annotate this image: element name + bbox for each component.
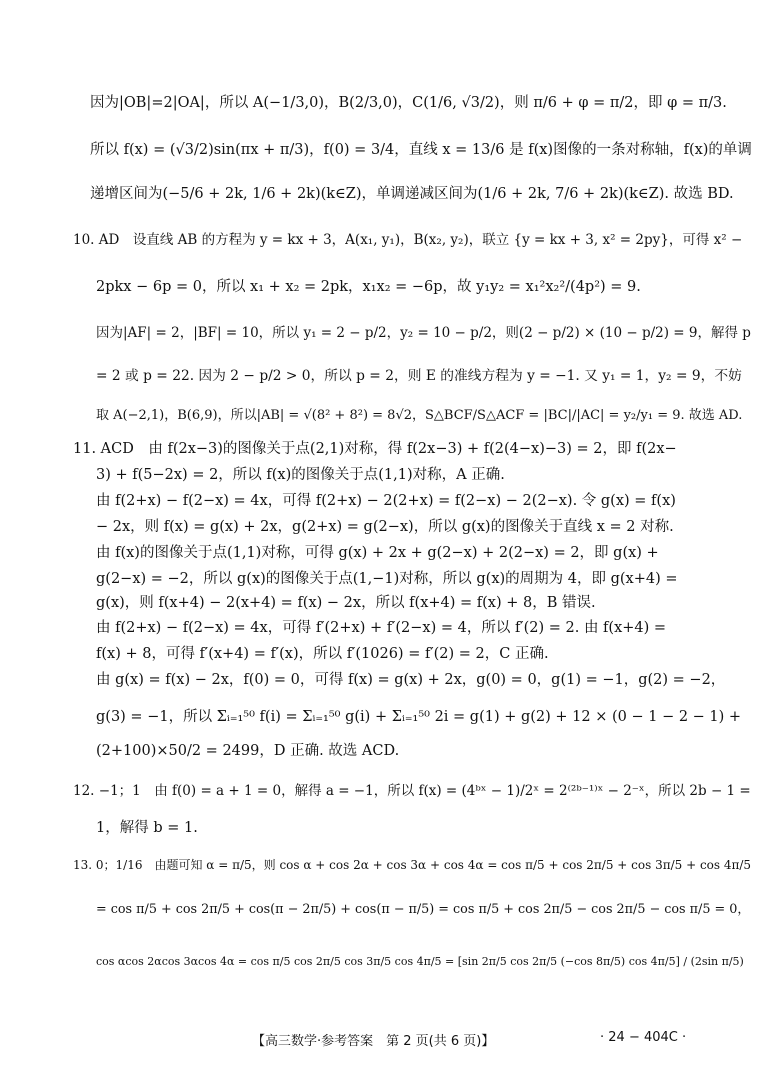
text-line: 13. 0；1/16 由题可知 α = π/5，则 cos α + cos 2α + cos 3α + cos 4α = cos π/5 + cos 2π/5 + cos 3π/5 + cos 4π/5 <box>73 858 752 872</box>
text-line: 12. −1；1 由 f(0) = a + 1 = 0，解得 a = −1，所以 f(x) = (4ᵇˣ − 1)/2ˣ = 2⁽²ᵇ⁻¹⁾ˣ − 2⁻ˣ，所以 2b − 1 = <box>73 783 751 799</box>
text-line: 由 f(2+x) − f(2−x) = 4x，可得 f(2+x) − 2(2+x) = f(2−x) − 2(2−x). 令 g(x) = f(x) <box>96 493 676 509</box>
footer-code: · 24 − 404C · <box>600 1030 687 1045</box>
text-line: 由 f(x)的图像关于点(1,1)对称，可得 g(x) + 2x + g(2−x) + 2(2−x) = 2，即 g(x) + <box>96 545 659 561</box>
text-line: 所以 f(x) = (√3/2)sin(πx + π/3)，f(0) = 3/4，直线 x = 13/6 是 f(x)图像的一条对称轴，f(x)的单调 <box>90 142 752 158</box>
text-line: 因为|OB|=2|OA|，所以 A(−1/3,0)，B(2/3,0)，C(1/6, √3/2)，则 π/6 + φ = π/2，即 φ = π/3. <box>90 95 727 111</box>
text-line: g(2−x) = −2，所以 g(x)的图像关于点(1,−1)对称，所以 g(x)的周期为 4，即 g(x+4) = <box>96 571 678 587</box>
text-line: 1，解得 b = 1. <box>96 820 198 836</box>
text-line: 3) + f(5−2x) = 2，所以 f(x)的图像关于点(1,1)对称，A 正确. <box>96 467 505 483</box>
text-line: 2pkx − 6p = 0，所以 x₁ + x₂ = 2pk，x₁x₂ = −6p，故 y₁y₂ = x₁²x₂²/(4p²) = 9. <box>96 279 641 295</box>
text-line: 因为|AF| = 2，|BF| = 10，所以 y₁ = 2 − p/2，y₂ = 10 − p/2，则(2 − p/2) × (10 − p/2) = 9，解得 p <box>96 325 751 341</box>
text-line: = 2 或 p = 22. 因为 2 − p/2 > 0，所以 p = 2，则 E 的准线方程为 y = −1. 又 y₁ = 1，y₂ = 9，不妨 <box>96 368 742 384</box>
text-line: 取 A(−2,1)，B(6,9)，所以|AB| = √(8² + 8²) = 8√2，S△BCF/S△ACF = |BC|/|AC| = y₂/y₁ = 9. 故选 AD. <box>96 408 743 423</box>
text-line: cos αcos 2αcos 3αcos 4α = cos π/5 cos 2π/5 cos 3π/5 cos 4π/5 = [sin 2π/5 cos 2π/5 (−cos 8π/5) cos 4π/5] / (2sin π/5) <box>96 955 744 968</box>
text-line: 由 f(2+x) − f(2−x) = 4x，可得 f′(2+x) + f′(2−x) = 4，所以 f′(2) = 2. 由 f(x+4) = <box>96 620 667 636</box>
text-line: − 2x，则 f(x) = g(x) + 2x，g(2+x) = g(2−x)，所以 g(x)的图像关于直线 x = 2 对称. <box>96 519 674 535</box>
text-line: g(3) = −1，所以 Σᵢ₌₁⁵⁰ f(i) = Σᵢ₌₁⁵⁰ g(i) + Σᵢ₌₁⁵⁰ 2i = g(1) + g(2) + 12 × (0 − 1 − 2 − 1) + <box>96 709 742 725</box>
footer-title: 【高三数学·参考答案 第 2 页(共 6 页)】 <box>252 1034 495 1049</box>
text-line: 11. ACD 由 f(2x−3)的图像关于点(2,1)对称，得 f(2x−3) + f(2(4−x)−3) = 2，即 f(2x− <box>73 441 677 457</box>
text-line: g(x)，则 f(x+4) − 2(x+4) = f(x) − 2x，所以 f(x+4) = f(x) + 8，B 错误. <box>96 595 596 611</box>
text-line: 递增区间为(−5/6 + 2k, 1/6 + 2k)(k∈Z)，单调递减区间为(1/6 + 2k, 7/6 + 2k)(k∈Z). 故选 BD. <box>90 186 734 202</box>
text-line: (2+100)×50/2 = 2499，D 正确. 故选 ACD. <box>96 743 400 759</box>
text-line: = cos π/5 + cos 2π/5 + cos(π − 2π/5) + cos(π − π/5) = cos π/5 + cos 2π/5 − cos 2π/5 − cos π/5 = 0， <box>96 902 751 917</box>
text-line: 由 g(x) = f(x) − 2x，f(0) = 0，可得 f(x) = g(x) + 2x，g(0) = 0，g(1) = −1，g(2) = −2， <box>96 672 726 688</box>
text-line: f(x) + 8，可得 f′(x+4) = f′(x)，所以 f′(1026) = f′(2) = 2，C 正确. <box>96 646 549 662</box>
text-line: 10. AD 设直线 AB 的方程为 y = kx + 3，A(x₁, y₁)，B(x₂, y₂)，联立 {y = kx + 3, x² = 2py}，可得 x² − <box>73 232 743 248</box>
